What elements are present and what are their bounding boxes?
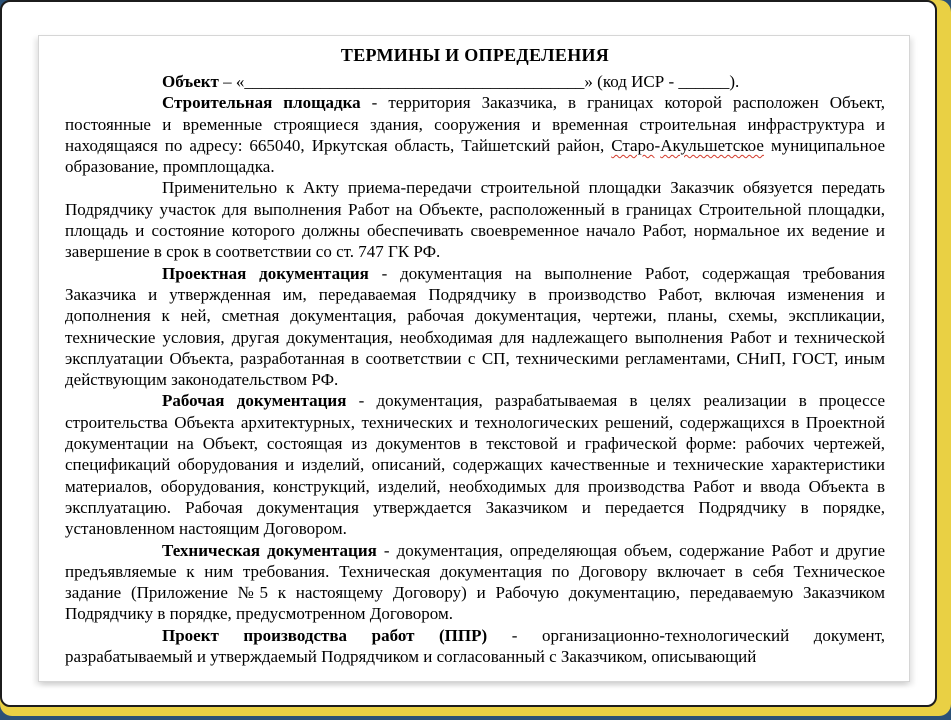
paragraph-text: - организационно-технологический документ, разрабатываемый и утверждаемый Подрядчиком и согласованный с Заказчиком, описывающий [65,625,885,667]
defined-term: Проектная документация [162,263,369,283]
paragraph-7 [65,625,885,668]
document-content [39,36,909,667]
paragraph-text: - документация на выполнение Работ, содержащая требования Заказчика и утвержденная им, передаваемая Подрядчику в производство Работ, включая изменения и дополнения к ней, сметная документация, рабочая документация, чертежи, планы, схемы, экспликации, технические условия, другая документация, необходимая для надлежащего выполнения Работ и технической эксплуатации Объекта, разработанная в соответствии с СП, техническими регламентами, СНиП, ГОСТ, иным действующим законодательством РФ. [65,263,885,390]
misspelled-word: Старо [611,135,655,155]
paragraph-text: - документация, разрабатываемая в целях реализации в процессе строительства Объекта архитектурных, технических и технологических решений, содержащихся в Проектной документации на Объект, состоящая из документов в текстовой и графической форме: рабочих чертежей, спецификаций оборудования и изделий, описаний, содержащих качественные и технические характеристики материалов, оборудования, конструкций, изделий, необходимых для производства Работ и ввода Объекта в эксплуатацию. Рабочая документация утверждается Заказчиком и передается Подрядчику в порядке, установленном настоящим Договором. [65,391,885,539]
paragraph-3 [65,177,885,262]
paragraph-text: – «________________________________________» (код ИСР - ______). [218,72,740,91]
defined-term: Техническая документация [162,540,377,560]
paragraph-text: - территория Заказчика, в границах которой расположен Объект, постоянные и временные строящиеся здания, сооружения и временная строительная инфраструктура и находящаяся по адресу: 665040, Иркутская область, Тайшетский район, [65,93,885,155]
paragraph-5 [65,390,885,539]
paragraph-2 [65,92,885,177]
defined-term: Проект производства работ (ППР) [162,625,488,645]
paragraph-text: - документация, определяющая объем, содержание Работ и другие предъявляемые к ним требования. Техническая документация по Договору включает в себя Техническое задание (Приложение №5 к настоящему Договору) и Рабочую документацию, передаваемую Заказчиком Подрядчику в порядке, предусмотренном Договором. [65,540,885,624]
misspelled-word: Акульшетское [660,135,764,155]
defined-term: Рабочая документация [162,391,347,411]
paragraphs [65,71,885,667]
paragraph-text: муниципальное образование, промплощадка. [65,135,885,177]
paragraph-6 [65,540,885,625]
paragraph-text: - [654,135,661,155]
defined-term: Объект [162,72,219,91]
document-page[interactable] [38,35,910,682]
paragraph-1 [65,71,885,92]
page-title: ТЕРМИНЫ И ОПРЕДЕЛЕНИЯ [340,45,610,65]
defined-term: Строительная площадка [162,93,361,113]
paragraph-text: Применительно к Акту приема-передачи строительной площадки Заказчик обязуется передать Подрядчику участок для выполнения Работ на Объекте, расположенный в границах Строительной площадки, площадь и состояние которого должны обеспечивать своевременное начало Работ, нормальное их ведение и завершение в срок в соответствии со ст. 747 ГК РФ. [65,178,885,262]
paragraph-4 [65,263,885,391]
